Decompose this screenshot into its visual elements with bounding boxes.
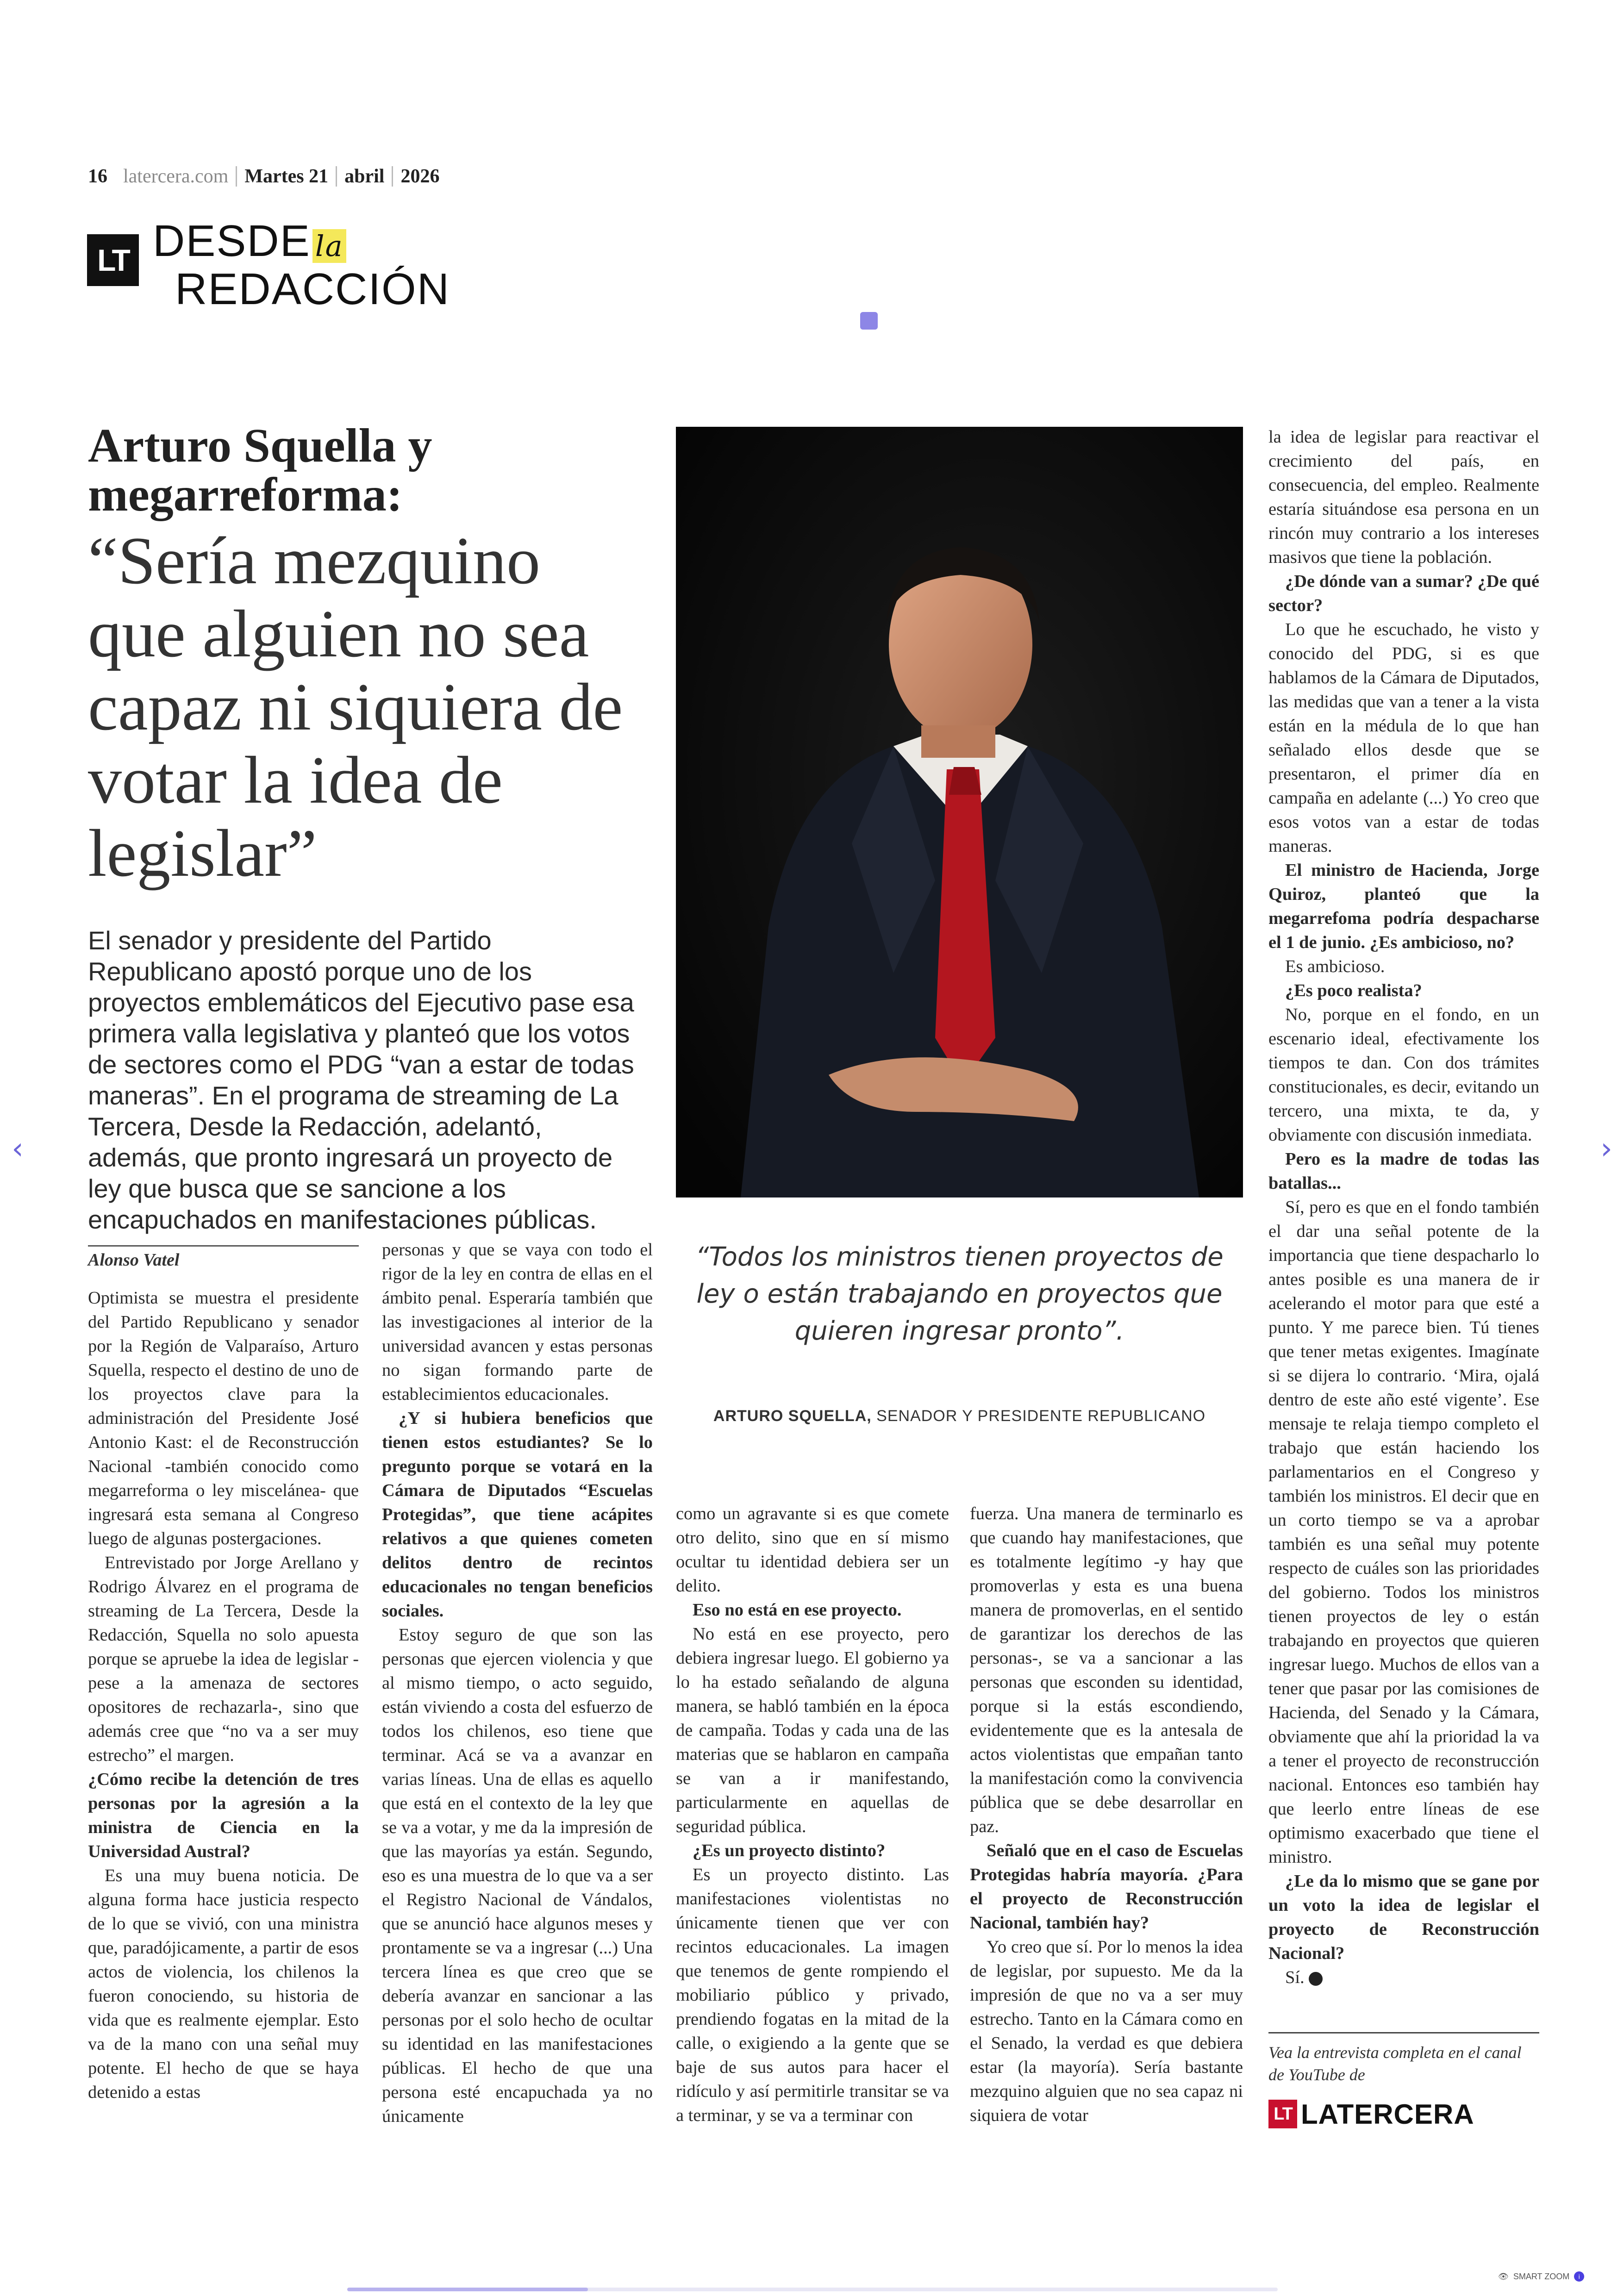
- article-column-4: [970, 1502, 1243, 2127]
- headline-kicker: Arturo Squella y megarreforma:: [88, 419, 432, 521]
- question: Señaló que en el caso de Escuelas Protegidas habría mayoría. ¿Para el proyecto de Reconstrucción Nacional, también hay?: [970, 1841, 1243, 1933]
- info-icon[interactable]: i: [1574, 2271, 1584, 2282]
- pull-quote-credit: [676, 1407, 1243, 1425]
- paragraph: Estoy seguro de que son las personas que ejercen violencia y que al mismo tiempo, o acto seguido, están viviendo a costa del esfuerzo de todos los chilenos, eso tiene que terminar. Acá se va a avanzar en varias líneas. Una de ellas es aquello que está en el contexto de la ley que se va a votar, y me da la impresión de que las mayorías ya están. Segundo, eso es una muestra de lo que va a ser el Registro Nacional de Vándalos, que se anunció hace algunos meses y prontamente se va a ingresar (...) Una tercera línea es que creo que se debería avanzar en sancionar a las personas por el solo hecho de ocultar su identidad en las manifestaciones públicas. El hecho de que una persona esté encapuchada ya no únicamente: [382, 1625, 653, 2126]
- paragraph: Es una muy buena noticia. De alguna forma hace justicia respecto de lo que se vivió, con una ministra que, paradójicamente, a partir de esos actos de violencia, los chilenos la fueron conociendo, su historia de vida que es realmente ejemplar. Esto va de la mano con una señal muy potente. El hecho de que se haya detenido a estas: [88, 1866, 359, 2102]
- byline: Alonso Vatel: [88, 1250, 180, 1270]
- question: ¿Le da lo mismo que se gane por un voto la idea de legislar el proyecto de Reconstrucción Nacional?: [1268, 1871, 1539, 1963]
- credit-name: ARTURO SQUELLA,: [713, 1407, 872, 1425]
- end-mark-icon: [1309, 1972, 1323, 1986]
- paragraph: Sí, pero es que en el fondo también el dar una señal potente de la importancia que tiene despacharlo lo antes posible es una manera de ir acelerando el motor para que esté a punto. Y me parece bien. Tú tienes que tener metas exigentes. Imagínate si se dijera lo contrario. ‘Mira, ojalá dentro de este año esté vigente’. Ese mensaje te relaja tiempo completo el trabajo que están haciendo los parlamentarios en el Congreso y también los ministros. El decir que en un corto tiempo se va a aprobar también es una señal muy potente respecto de cuáles son las prioridades del gobierno. Todos los ministros tienen proyectos de ley o están trabajando en proyectos que quieren ingresar luego. Muchos de ellos van a tener que pasar por las comisiones de Hacienda, del Senado y la Cámara, obviamente que ahí la prioridad la va a tener el proyecto de reconstrucción nacional. Entonces eso también hay que leerlo entre líneas de ese optimismo exacerbado que tiene el ministro.: [1268, 1197, 1539, 1867]
- paragraph: la idea de legislar para reactivar el crecimiento del país, en consecuencia, del empleo. Realmente estaría situándose esa persona en un rincón muy contrario a los intereses masivos que tiene la población.: [1268, 427, 1539, 567]
- byline-rule: [88, 1245, 359, 1247]
- smart-zoom-control[interactable]: [1498, 2271, 1584, 2282]
- section-la: la: [312, 229, 346, 263]
- page-number: 16: [88, 166, 107, 187]
- masthead: [88, 160, 439, 193]
- article-column-5: [1268, 425, 1539, 1989]
- annotation-icon[interactable]: [860, 312, 878, 330]
- section-title: [153, 216, 450, 314]
- paragraph: No, porque en el fondo, en un escenario ideal, efectivamente los tiempos te dan. Con dos trámites constitucionales, es decir, evitando un tercero, una mixta, te da, y obviamente con discusión inmediata.: [1268, 1005, 1539, 1145]
- paragraph: personas y que se vaya con todo el rigor de la ley en contra de ellas en el ámbito penal. Esperaría también que las investigaciones al interior de la universidad avancen y estas personas no sigan formando parte de establecimientos educacionales.: [382, 1240, 653, 1404]
- credit-role: SENADOR Y PRESIDENTE REPUBLICANO: [876, 1407, 1206, 1425]
- chevron-right-icon[interactable]: ›: [1600, 1132, 1612, 1166]
- question: ¿Y si hubiera beneficios que tienen estos estudiantes? Se lo pregunto porque se votará en la Cámara de Diputados “Escuelas Protegidas”, que tiene acápites relativos a que quienes cometen delitos dentro de recintos educacionales no tengan beneficios sociales.: [382, 1409, 653, 1621]
- question: Eso no está en ese proyecto.: [693, 1600, 902, 1620]
- answer-final: Sí.: [1285, 1968, 1305, 1987]
- paragraph: Entrevistado por Jorge Arellano y Rodrigo Álvarez en el programa de streaming de La Tercera, Desde la Redacción, Squella no solo apuesta porque se apruebe la idea de legislar -pese a la amenaza de sectores opositores de rechazarla-, sino que además cree que “no va a ser muy estrecho” el margen.: [88, 1553, 359, 1765]
- latercera-logo[interactable]: [1268, 2099, 1474, 2129]
- paragraph: fuerza. Una manera de terminarlo es que cuando hay manifestaciones, que es totalmente legítimo -y hay que promoverlas y esta es una buena manera de promoverlas, en el sentido de garantizar los derechos de las personas-, se va a sancionar a las personas que esconden su identidad, porque si la estás escondiendo, evidentemente que es la antesala de actos violentistas que empañan tanto la manifestación como la convivencia pública que se debe desarrollar en paz.: [970, 1504, 1243, 1836]
- latercera-logo-mark: LT: [1268, 2100, 1297, 2128]
- article-deck: El senador y presidente del Partido Republicano apostó porque uno de los proyectos emblemáticos del Ejecutivo pase esa primera valla legislativa y planteó que los votos de sectores como el PDG “van a estar de todas maneras”. En el programa de streaming de La Tercera, Desde la Redacción, adelantó, además, que pronto ingresará un proyecto de ley que busca que se sancione a los encapuchados en manifestaciones públicas.: [88, 926, 634, 1234]
- question: ¿Cómo recibe la detención de tres personas por la agresión a la ministra de Ciencia en la Universidad Austral?: [88, 1770, 359, 1861]
- footnote-rule: [1268, 2032, 1539, 2033]
- headline-quote: “Sería mezquino que alguien no sea capaz ni siquiera de votar la idea de legislar”: [88, 523, 623, 891]
- paragraph: [1268, 1965, 1539, 1989]
- section-line2: REDACCIÓN: [175, 264, 450, 314]
- paragraph: Es ambicioso.: [1285, 957, 1385, 976]
- footnote: Vea la entrevista completa en el canal de YouTube de: [1268, 2043, 1522, 2084]
- paragraph: Optimista se muestra el presidente del Partido Republicano y senador por la Región de Valparaíso, Arturo Squella, respecto el destino de uno de los proyectos clave para la administración del Presidente José Antonio Kast: el de Reconstrucción Nacional -también conocido como megarreforma o ley miscelánea- que ingresará esta semana al Congreso luego de algunas postergaciones.: [88, 1288, 359, 1548]
- chevron-left-icon[interactable]: ‹: [12, 1132, 24, 1166]
- portrait-photo: [676, 427, 1243, 1197]
- site-name: latercera.com: [123, 166, 229, 187]
- paragraph: Lo que he escuchado, he visto y conocido del PDG, si es que hablamos de la Cámara de Diputados, las medidas que van a tener a la vista están en la médula de lo que han señalado ellos desde que se presentaron, el primer día en campaña en adelante (...) Yo creo que esos votos van a estar de todas maneras.: [1268, 620, 1539, 856]
- article-column-3: [676, 1502, 949, 2127]
- eye-icon: 👁: [1498, 2271, 1509, 2281]
- article-column-1: [88, 1286, 359, 2104]
- portrait-illustration: [676, 427, 1243, 1197]
- latercera-logo-name: LATERCERA: [1301, 2098, 1474, 2130]
- article-column-2: [382, 1238, 653, 2128]
- masthead-divider: [236, 166, 237, 187]
- pull-quote: “Todos los ministros tienen proyectos de ley o están trabajando en proyectos que quieren ingresar pronto”.: [695, 1242, 1224, 1346]
- smart-zoom-label: SMART ZOOM: [1513, 2271, 1570, 2281]
- question: El ministro de Hacienda, Jorge Quiroz, planteó que la megarrefoma podría despacharse el 1 de junio. ¿Es ambicioso, no?: [1268, 861, 1539, 952]
- question: Pero es la madre de todas las batallas...: [1268, 1149, 1539, 1193]
- paragraph: Es un proyecto distinto. Las manifestaciones violentistas no únicamente tienen que ver con recintos educacionales. La imagen que tenemos de gente rompiendo el mobiliario público y privado, prendiendo fogatas en la mitad de la calle, o exigiendo a la gente que se baje de sus autos para hacer el ridículo y así permitirle transitar se va a terminar, y se va a terminar con: [676, 1865, 949, 2125]
- section-line1: DESDE: [153, 216, 311, 266]
- headline: [88, 421, 653, 890]
- paragraph: No está en ese proyecto, pero debiera ingresar luego. El gobierno ya lo ha estado señalando de alguna manera, se habló también en la época de campaña. Todas y cada una de las materias que se hablaron en campaña se van a ir manifestando, particularmente en aquellas de seguridad pública.: [676, 1624, 949, 1836]
- paragraph: Yo creo que sí. Por lo menos la idea de legislar, por supuesto. Me da la impresión de que no va a ser muy estrecho. Tanto en la Cámara como en el Senado, la verdad es que debiera estar (la mayoría). Sería bastante mezquino alguien que no sea capaz ni siquiera de votar: [970, 1937, 1243, 2125]
- masthead-divider: [336, 166, 337, 187]
- masthead-divider: [392, 166, 393, 187]
- date-year: 2026: [400, 166, 440, 187]
- question: ¿Es poco realista?: [1285, 981, 1422, 1000]
- question: ¿De dónde van a sumar? ¿De qué sector?: [1268, 572, 1539, 615]
- scrollbar-thumb[interactable]: [347, 2288, 588, 2291]
- date-day: Martes 21: [244, 166, 329, 187]
- lt-logo: LT: [87, 234, 139, 286]
- paragraph: como un agravante si es que comete otro delito, sino que en sí mismo ocultar tu identidad debiera ser un delito.: [676, 1504, 949, 1596]
- question: ¿Es un proyecto distinto?: [693, 1841, 886, 1860]
- date-month: abril: [344, 166, 385, 187]
